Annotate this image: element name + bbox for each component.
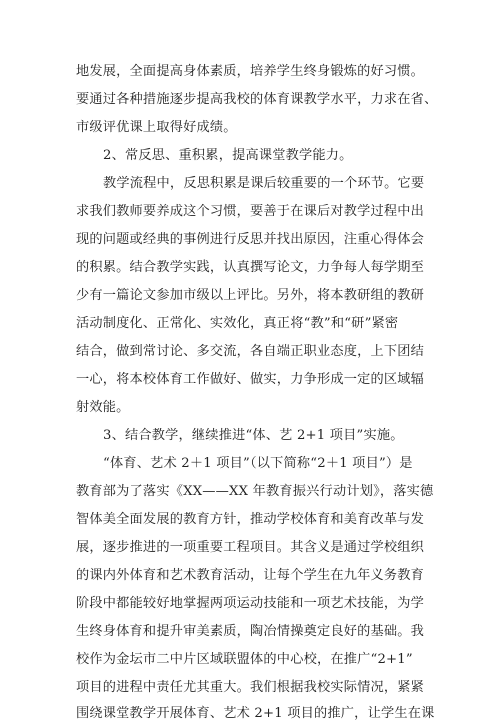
- text-line: 活动制度化、正常化、实效化，真正将“教”和“研”紧密: [76, 316, 399, 331]
- text-line: 少有一篇论文参加市级以上评比。另外，将本教研组的教研: [76, 288, 425, 303]
- text-line: 阶段中都能较好地掌握两项运动技能和一项艺术技能，为学: [76, 596, 425, 611]
- text-line: 智体美全面发展的教育方针，推动学校体育和美育改革与发: [76, 512, 425, 527]
- text-line: 求我们教师要养成这个习惯，要善于在课后对教学过程中出: [76, 204, 425, 219]
- text-line: 教学流程中，反思积累是课后较重要的一个环节。它要: [103, 176, 425, 191]
- text-line: 结合，做到常讨论、多交流，各自端正职业态度，上下团结: [76, 344, 425, 359]
- section-heading: 2、常反思、重积累，提高课堂教学能力。: [103, 148, 353, 163]
- text-line: “体育、艺术 2＋1 项目”（以下简称“2＋1 项目”）是: [103, 456, 413, 471]
- text-line: 围绕课堂教学开展体育、艺术 2+1 项目的推广，让学生在课: [76, 706, 435, 721]
- text-line: 市级评优课上取得好成绩。: [76, 120, 237, 135]
- text-line: 现的问题或经典的事例进行反思并找出原因，注重心得体会: [76, 232, 425, 247]
- text-line: 展，逐步推进的一项重要工程项目。其含义是通过学校组织: [76, 540, 425, 555]
- text-line: 一心，将本校体育工作做好、做实，力争形成一定的区域辐: [76, 372, 425, 387]
- text-line: 项目的进程中责任尤其重大。我们根据我校实际情况，紧紧: [76, 680, 425, 695]
- text-line: 射效能。: [76, 400, 130, 415]
- text-line: 的积累。结合教学实践，认真撰写论文，力争每人每学期至: [76, 260, 425, 275]
- text-line: 校作为金坛市二中片区域联盟体的中心校，在推广“2+1”: [76, 652, 413, 667]
- text-line: 生终身体育和提升审美素质，陶冶情操奠定良好的基础。我: [76, 624, 425, 639]
- text-line: 的课内外体育和艺术教育活动，让每个学生在九年义务教育: [76, 568, 425, 583]
- text-line: 要通过各种措施逐步提高我校的体育课教学水平，力求在省、: [76, 92, 438, 107]
- text-line: 地发展，全面提高身体素质，培养学生终身锻炼的好习惯。: [76, 64, 425, 79]
- text-line: 教育部为了落实《XX——XX 年教育振兴行动计划》，落实德: [76, 484, 434, 499]
- section-heading: 3、结合教学，继续推进“体、艺 2+1 项目”实施。: [103, 428, 404, 443]
